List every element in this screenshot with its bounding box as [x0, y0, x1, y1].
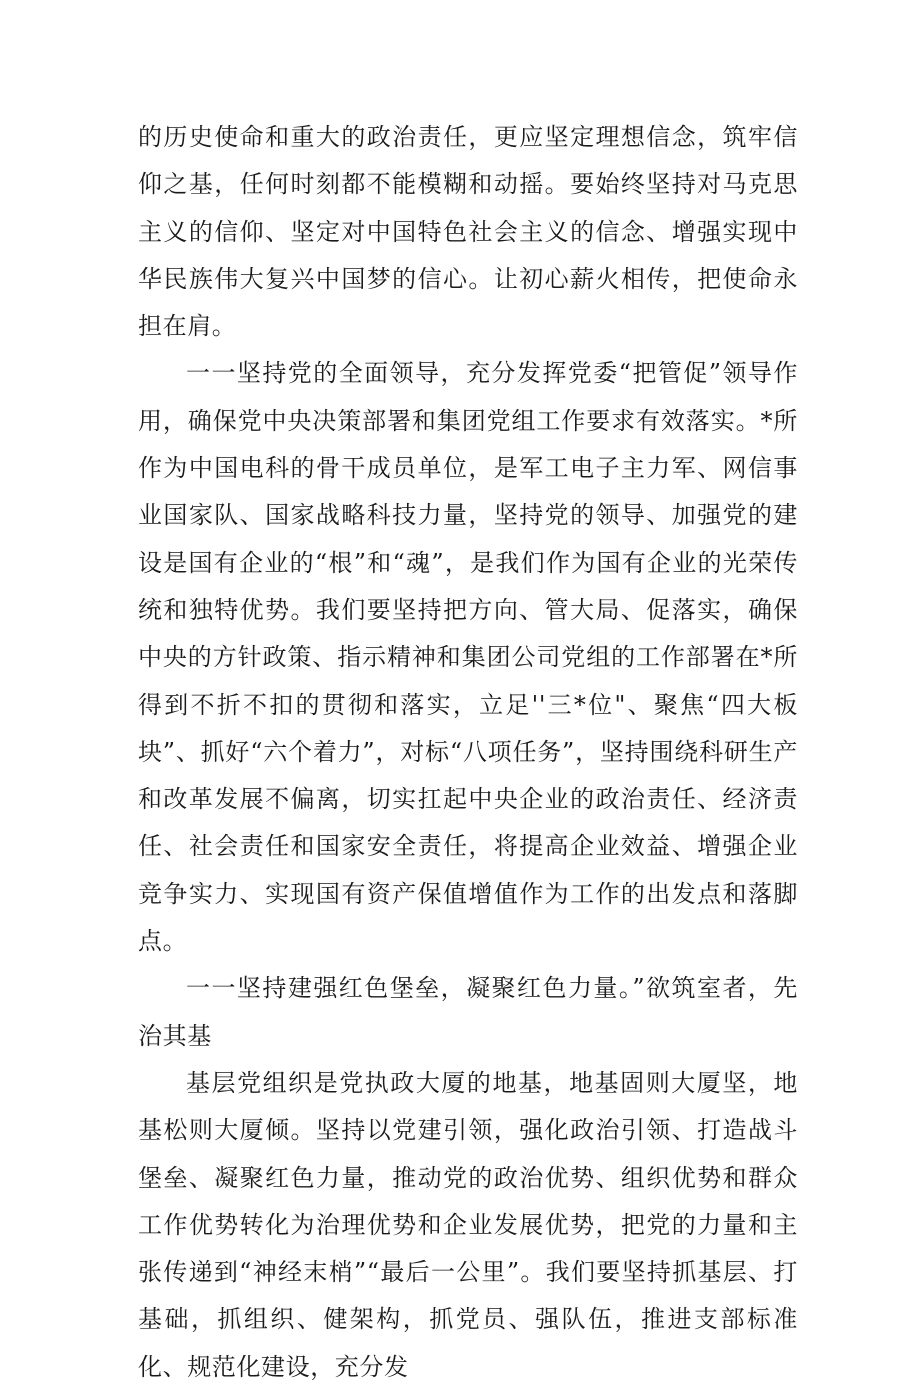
paragraph-continuation: 的历史使命和重大的政治责任，更应坚定理想信念，筑牢信仰之基，任何时刻都不能模糊和动摇。要始终坚持对马克思主义的信仰、坚定对中国特色社会主义的信念、增强实现中华民族伟大复兴中国梦的信心。让初心薪火相传，把使命永担在肩。: [138, 123, 798, 341]
paragraph-red-fortress-heading: 一一坚持建强红色堡垒，凝聚红色力量。”欲筑室者，先治其基: [138, 974, 798, 1050]
paragraph-grassroots-organization: 基层党组织是党执政大厦的地基，地基固则大厦坚，地基松则大厦倾。坚持以党建引领，强化政治引领、打造战斗堡垒、凝聚红色力量，推动党的政治优势、组织优势和群众工作优势转化为治理优势和企业发展优势，把党的力量和主张传递到“神经末梢”“最后一公里”。我们要坚持抓基层、打基础，抓组织、健架构，抓党员、强队伍，推进支部标准化、规范化建设，充分发: [138, 1068, 798, 1381]
paragraph-party-leadership: 一一坚持党的全面领导，充分发挥党委“把管促”领导作用，确保党中央决策部署和集团党组工作要求有效落实。*所作为中国电科的骨干成员单位，是军工电子主力军、网信事业国家队、国家战略科技力量，坚持党的领导、加强党的建设是国有企业的“根”和“魂”，是我们作为国有企业的光荣传统和独特优势。我们要坚持把方向、管大局、促落实，确保中央的方针政策、指示精神和集团公司党组的工作部署在*所得到不折不扣的贯彻和落实，立足''三*位"、聚焦“四大板块”、抓好“六个着力”，对标“八项任务”，坚持围绕科研生产和改革发展不偏离，切实扛起中央企业的政治责任、经济责任、社会责任和国家安全责任，将提高企业效益、增强企业竞争实力、实现国有资产保值增值作为工作的出发点和落脚点。: [138, 359, 798, 956]
document-body: [138, 114, 798, 1391]
